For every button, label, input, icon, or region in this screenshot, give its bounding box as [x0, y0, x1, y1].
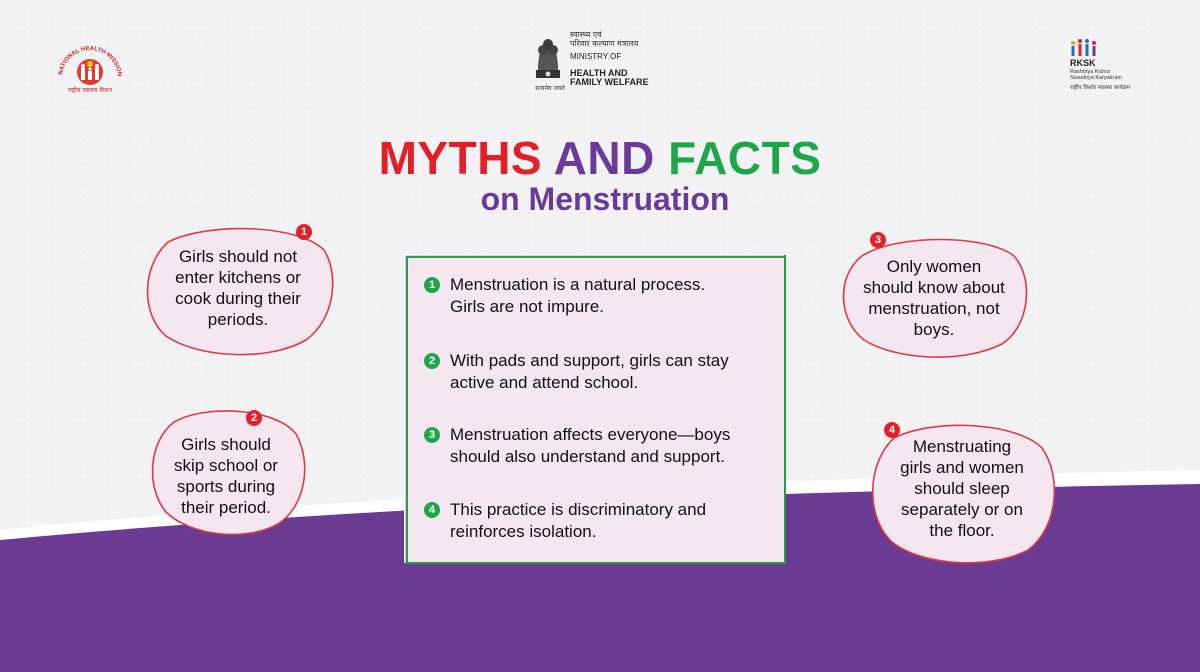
ministry-name: [570, 69, 670, 87]
myth-line: skip school or: [174, 456, 278, 475]
emblem-motto: सत्यमेव जयते: [535, 85, 565, 92]
fact-line: Menstruation affects everyone—boys: [450, 425, 731, 444]
title-and: AND: [553, 132, 655, 184]
fact-line: active and attend school.: [450, 373, 639, 392]
nhm-arc-text: NATIONAL HEALTH MISSION: [58, 45, 123, 77]
fact-number-badge: 4: [424, 502, 440, 518]
fact-number-badge: 3: [424, 427, 440, 443]
page-title: [0, 132, 1200, 184]
myth-number-badge: 2: [246, 410, 262, 426]
facts-box: [405, 255, 786, 564]
myth-bubble-2: [146, 402, 308, 540]
myth-line: menstruation, not: [868, 299, 1000, 318]
title-facts: FACTS: [668, 132, 822, 184]
nhm-logo: [52, 40, 128, 96]
fact-line: should also understand and support.: [450, 447, 726, 466]
fact-line: With pads and support, girls can stay: [450, 351, 729, 370]
myth-text: [148, 246, 328, 330]
myth-line: Only women: [886, 257, 982, 276]
myth-line: periods.: [207, 310, 269, 329]
myth-line: girls and women: [900, 458, 1024, 477]
fact-item-4: [424, 499, 774, 545]
myth-text: [152, 434, 300, 518]
page-subtitle: on Menstruation: [480, 181, 730, 217]
nhm-emblem-icon: [52, 40, 128, 90]
myth-text: [844, 256, 1024, 340]
myth-line: Menstruating: [912, 437, 1012, 456]
fact-number-badge: 2: [424, 353, 440, 369]
rksk-full-line-1: Rashtriya Kishor: [1070, 69, 1111, 75]
ministry-of-label: MINISTRY OF: [570, 52, 622, 61]
title-myths: MYTHS: [378, 132, 543, 184]
myth-line: enter kitchens or: [175, 268, 301, 287]
fact-text: [450, 274, 780, 318]
rksk-logo: [1062, 38, 1142, 96]
myth-line: Girls should: [181, 435, 271, 454]
fact-line: reinforces isolation.: [450, 522, 597, 541]
facts-box-edge-right: [784, 255, 786, 564]
myth-line: boys.: [913, 320, 955, 339]
mohfw-logo: [532, 28, 672, 94]
rksk-hindi-name: राष्ट्रीय किशोर स्वास्थ्य कार्यक्रम: [1070, 85, 1131, 91]
ministry-hindi-line-1: स्वास्थ्य एवं: [570, 30, 602, 39]
myth-number-badge: 3: [870, 232, 886, 248]
myth-line: their period.: [181, 498, 271, 517]
myth-line: should know about: [863, 278, 1005, 297]
ministry-hindi-line-2: परिवार कल्याण मंत्रालय: [570, 39, 639, 48]
myth-line: sports during: [176, 477, 276, 496]
fact-text: [450, 350, 780, 394]
rksk-full-line-2: Swasthya Karyakram: [1070, 75, 1122, 81]
fact-item-1: [424, 274, 774, 320]
myth-line: cook during their: [175, 289, 301, 308]
ministry-name-line-2: FAMILY WELFARE: [570, 77, 649, 87]
fact-line: Girls are not impure.: [450, 297, 604, 316]
myth-line: the floor.: [929, 521, 995, 540]
fact-text: [450, 499, 780, 543]
facts-box-edge-bottom: [405, 562, 786, 564]
myth-number-badge: 4: [884, 422, 900, 438]
myth-bubble-4: [864, 418, 1060, 568]
fact-line: This practice is discriminatory and: [450, 500, 707, 519]
fact-number-badge: 1: [424, 277, 440, 293]
rksk-abbr: RKSK: [1070, 58, 1096, 68]
myth-number-badge: 1: [296, 224, 312, 240]
fact-item-2: [424, 350, 774, 396]
myth-line: separately or on: [901, 500, 1023, 519]
fact-line: Menstruation is a natural process.: [450, 275, 706, 294]
national-emblem-icon: [532, 30, 564, 82]
myth-bubble-3: [836, 230, 1032, 360]
ministry-name-line-1: HEALTH AND: [570, 68, 628, 78]
fact-text: [450, 424, 780, 468]
rksk-full-name: [1070, 69, 1130, 81]
myth-bubble-1: [138, 220, 338, 360]
myth-text: [872, 436, 1052, 541]
myth-line: Girls should not: [178, 247, 298, 266]
rksk-figures-icon: [1070, 38, 1098, 58]
fact-item-3: [424, 424, 774, 470]
myth-line: should sleep: [914, 479, 1010, 498]
ministry-hindi-name: [570, 30, 660, 48]
nhm-tagline: राष्ट्रीय स्वास्थ्य मिशन: [67, 87, 113, 94]
